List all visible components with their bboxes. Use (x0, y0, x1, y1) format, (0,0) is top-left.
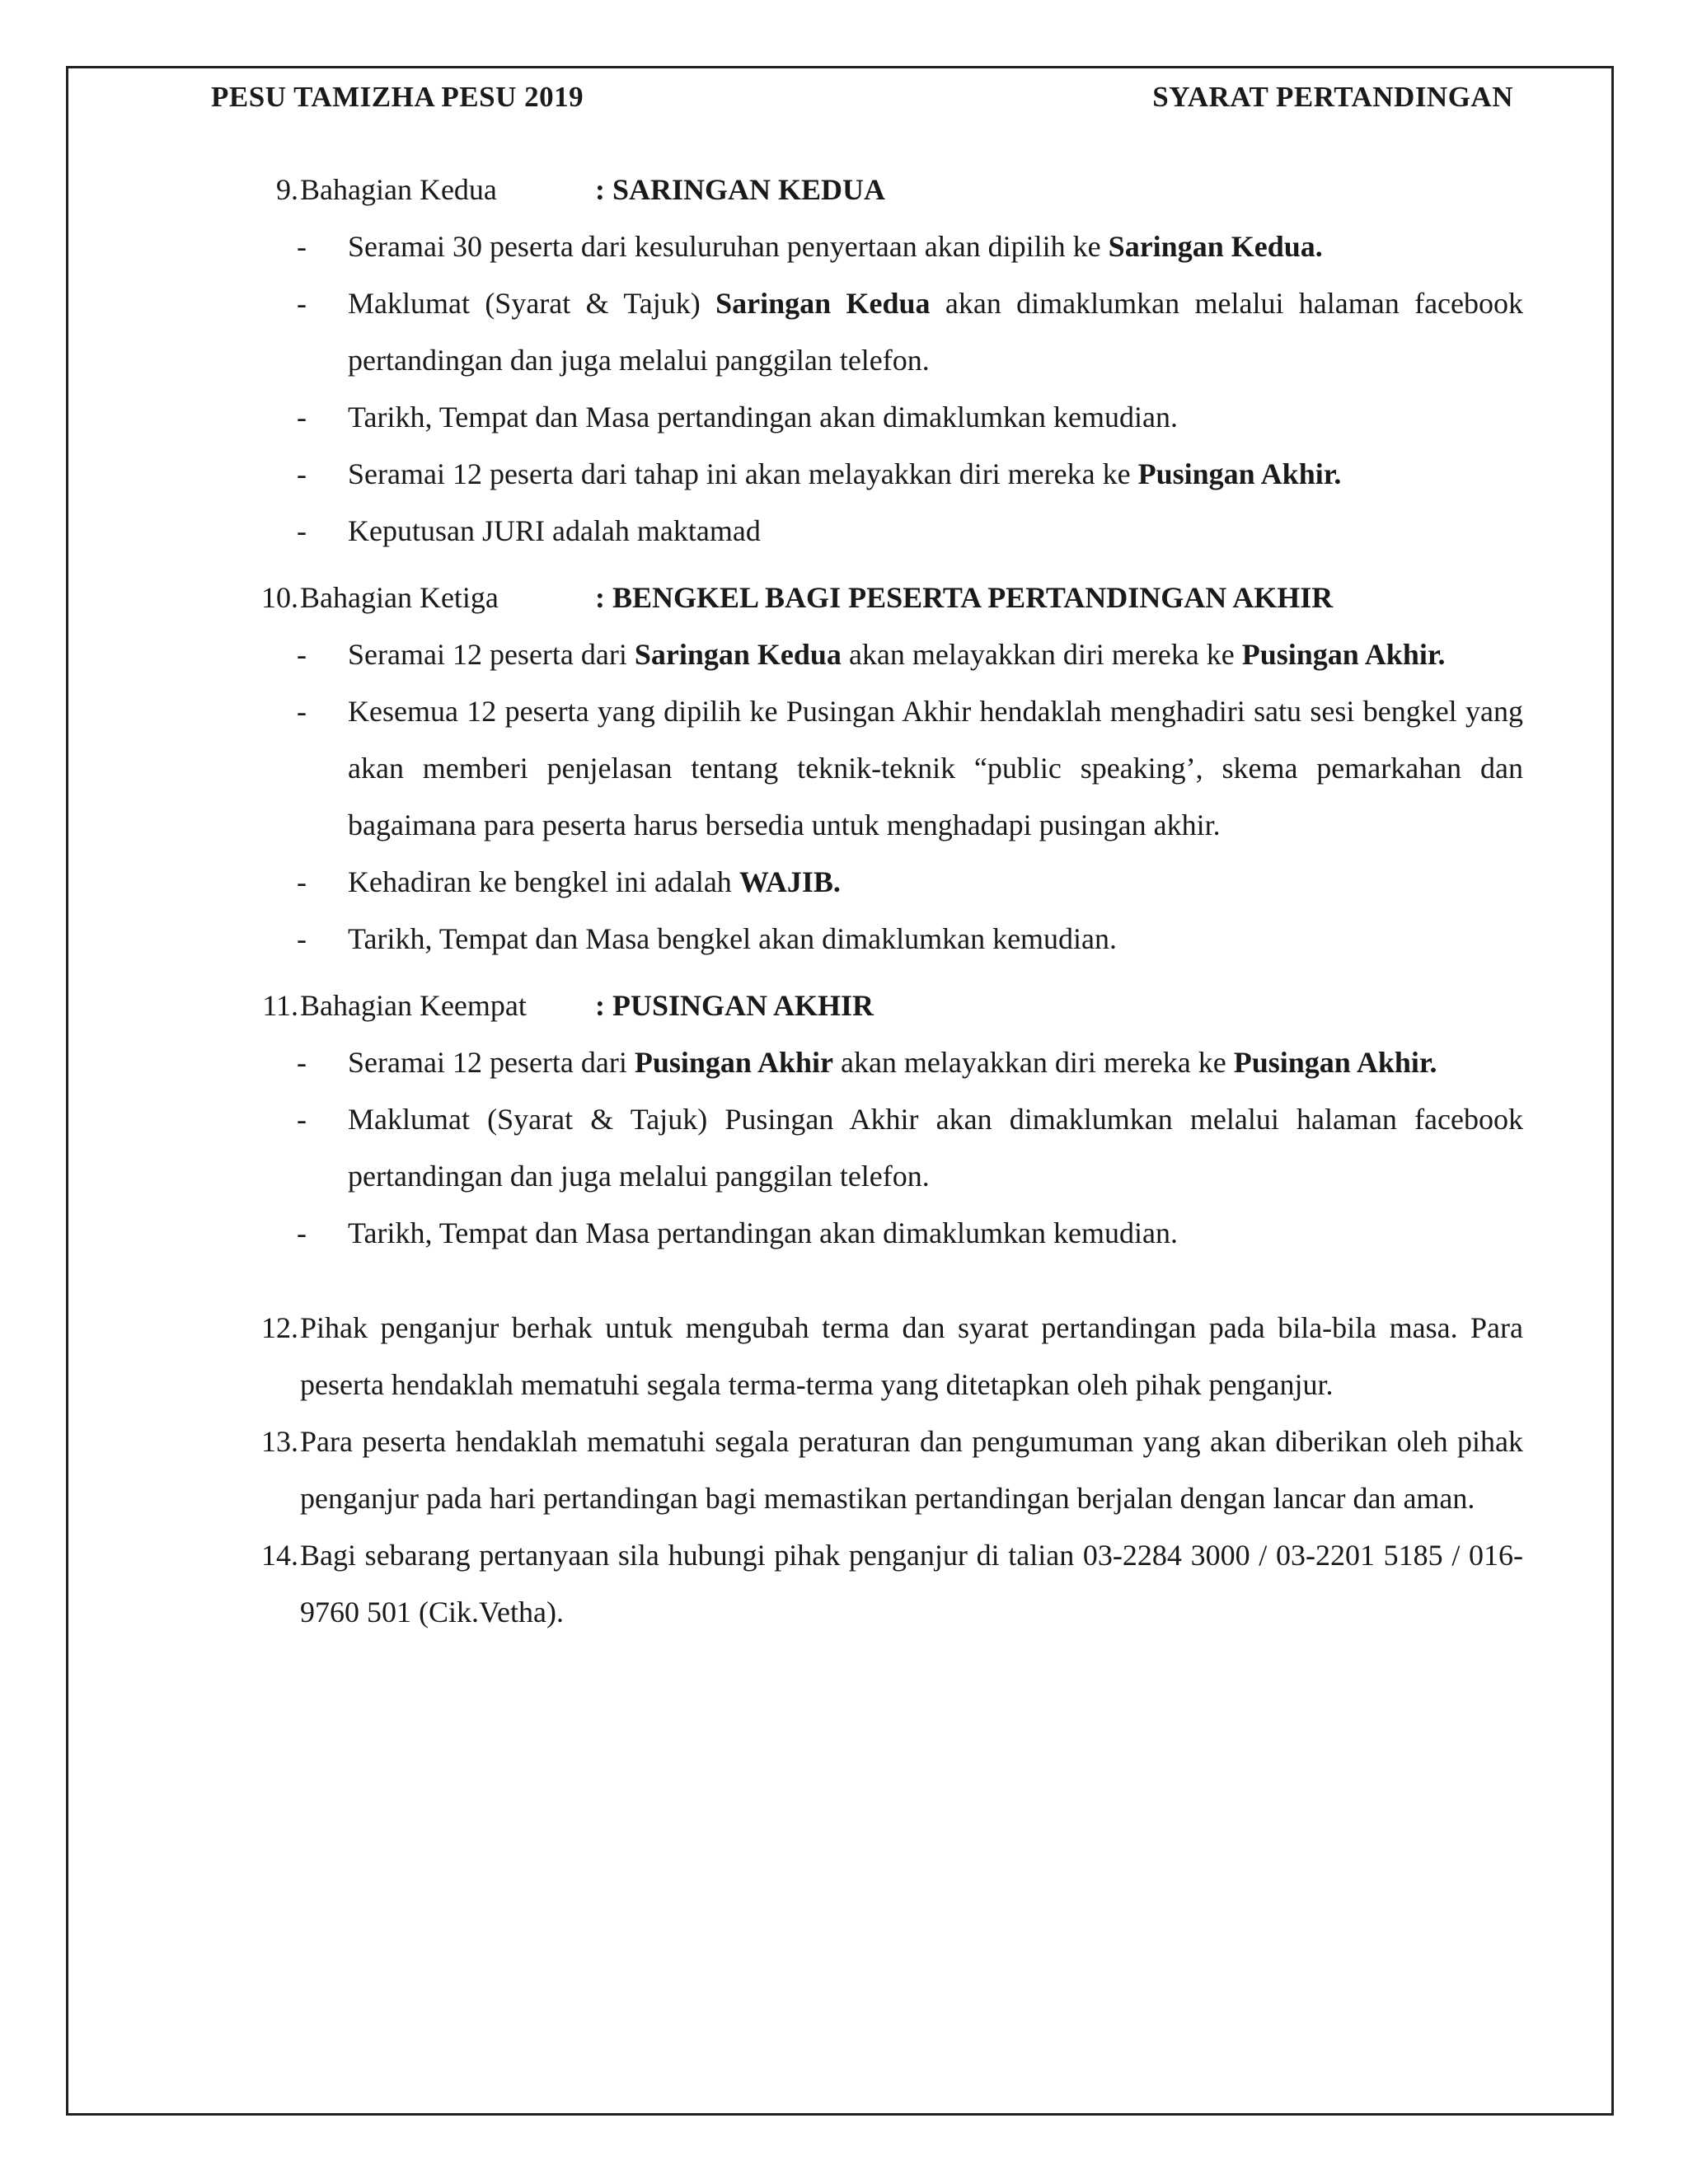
list-item: - Tarikh, Tempat dan Masa pertandingan akan dimaklumkan kemudian. (247, 389, 1523, 446)
section-number: 9. (276, 173, 298, 206)
header-section-title: SYARAT PERTANDINGAN (1152, 81, 1513, 113)
section-title: : SARINGAN KEDUA (595, 173, 886, 206)
bullet-dash: - (297, 457, 307, 490)
bullet-dash: - (297, 230, 307, 263)
section-label: Bahagian Kedua (300, 173, 497, 206)
list-item: - Maklumat (Syarat & Tajuk) Pusingan Akhir akan dimaklumkan melalui halaman facebook pertandingan dan juga melalui panggilan telefon. (247, 1091, 1523, 1205)
section-10-list (247, 626, 1523, 968)
document-body (247, 162, 1523, 1641)
bullet-dash: - (297, 1216, 307, 1249)
bullet-dash: - (297, 514, 307, 547)
paragraph-text: Bagi sebarang pertanyaan sila hubungi pihak penganjur di talian 03-2284 3000 / 03-2201 5185 / 016-9760 501 (Cik.Vetha). (300, 1539, 1523, 1629)
bullet-dash: - (297, 638, 307, 671)
bullet-dash: - (297, 1103, 307, 1136)
section-label: Bahagian Keempat (300, 989, 527, 1022)
section-label: Bahagian Ketiga (300, 581, 499, 614)
list-item: - Keputusan JURI adalah maktamad (247, 503, 1523, 560)
bullet-dash: - (297, 865, 307, 898)
section-title: : PUSINGAN AKHIR (595, 989, 874, 1022)
list-item: - Tarikh, Tempat dan Masa bengkel akan dimaklumkan kemudian. (247, 911, 1523, 968)
list-item: - Seramai 12 peserta dari Saringan Kedua akan melayakkan diri mereka ke Pusingan Akhir. (247, 626, 1523, 683)
paragraph-text: Para peserta hendaklah mematuhi segala peraturan dan pengumuman yang akan diberikan oleh pihak penganjur pada hari pertandingan bagi memastikan pertandingan berjalan dengan lancar dan aman. (300, 1425, 1523, 1515)
header-title: PESU TAMIZHA PESU 2019 (211, 81, 584, 113)
list-item: - Seramai 30 peserta dari kesuluruhan penyertaan akan dipilih ke Saringan Kedua. (247, 218, 1523, 275)
section-title: : BENGKEL BAGI PESERTA PERTANDINGAN AKHIR (595, 581, 1334, 614)
bullet-dash: - (297, 401, 307, 434)
list-item: - Kesemua 12 peserta yang dipilih ke Pusingan Akhir hendaklah menghadiri satu sesi bengkel yang akan memberi penjelasan tentang teknik-teknik “public speaking’, skema pemarkahan dan bagaimana para peserta harus bersedia untuk menghadapi pusingan akhir. (247, 683, 1523, 854)
section-10-heading (247, 569, 1523, 626)
bullet-dash: - (297, 922, 307, 955)
section-11-list (247, 1034, 1523, 1262)
bullet-dash: - (297, 1046, 307, 1079)
list-item: - Tarikh, Tempat dan Masa pertandingan akan dimaklumkan kemudian. (247, 1205, 1523, 1262)
section-number: 14. (261, 1539, 298, 1572)
section-number: 11. (262, 989, 298, 1022)
section-11-heading (247, 977, 1523, 1034)
section-9-list (247, 218, 1523, 560)
list-item: - Maklumat (Syarat & Tajuk) Saringan Kedua akan dimaklumkan melalui halaman facebook pertandingan dan juga melalui panggilan telefon. (247, 275, 1523, 389)
list-item: - Kehadiran ke bengkel ini adalah WAJIB. (247, 854, 1523, 911)
bullet-dash: - (297, 695, 307, 728)
section-number: 13. (261, 1425, 298, 1458)
bullet-dash: - (297, 287, 307, 320)
section-13-paragraph (247, 1413, 1523, 1527)
list-item: - Seramai 12 peserta dari Pusingan Akhir akan melayakkan diri mereka ke Pusingan Akhir. (247, 1034, 1523, 1091)
section-number: 12. (261, 1311, 298, 1344)
section-9-heading (247, 162, 1523, 218)
section-12-paragraph (247, 1300, 1523, 1413)
section-number: 10. (261, 581, 298, 614)
paragraph-text: Pihak penganjur berhak untuk mengubah terma dan syarat pertandingan pada bila-bila masa. Para peserta hendaklah mematuhi segala terma-terma yang ditetapkan oleh pihak penganjur. (300, 1311, 1523, 1401)
list-item: - Seramai 12 peserta dari tahap ini akan melayakkan diri mereka ke Pusingan Akhir. (247, 446, 1523, 503)
section-14-paragraph (247, 1527, 1523, 1641)
